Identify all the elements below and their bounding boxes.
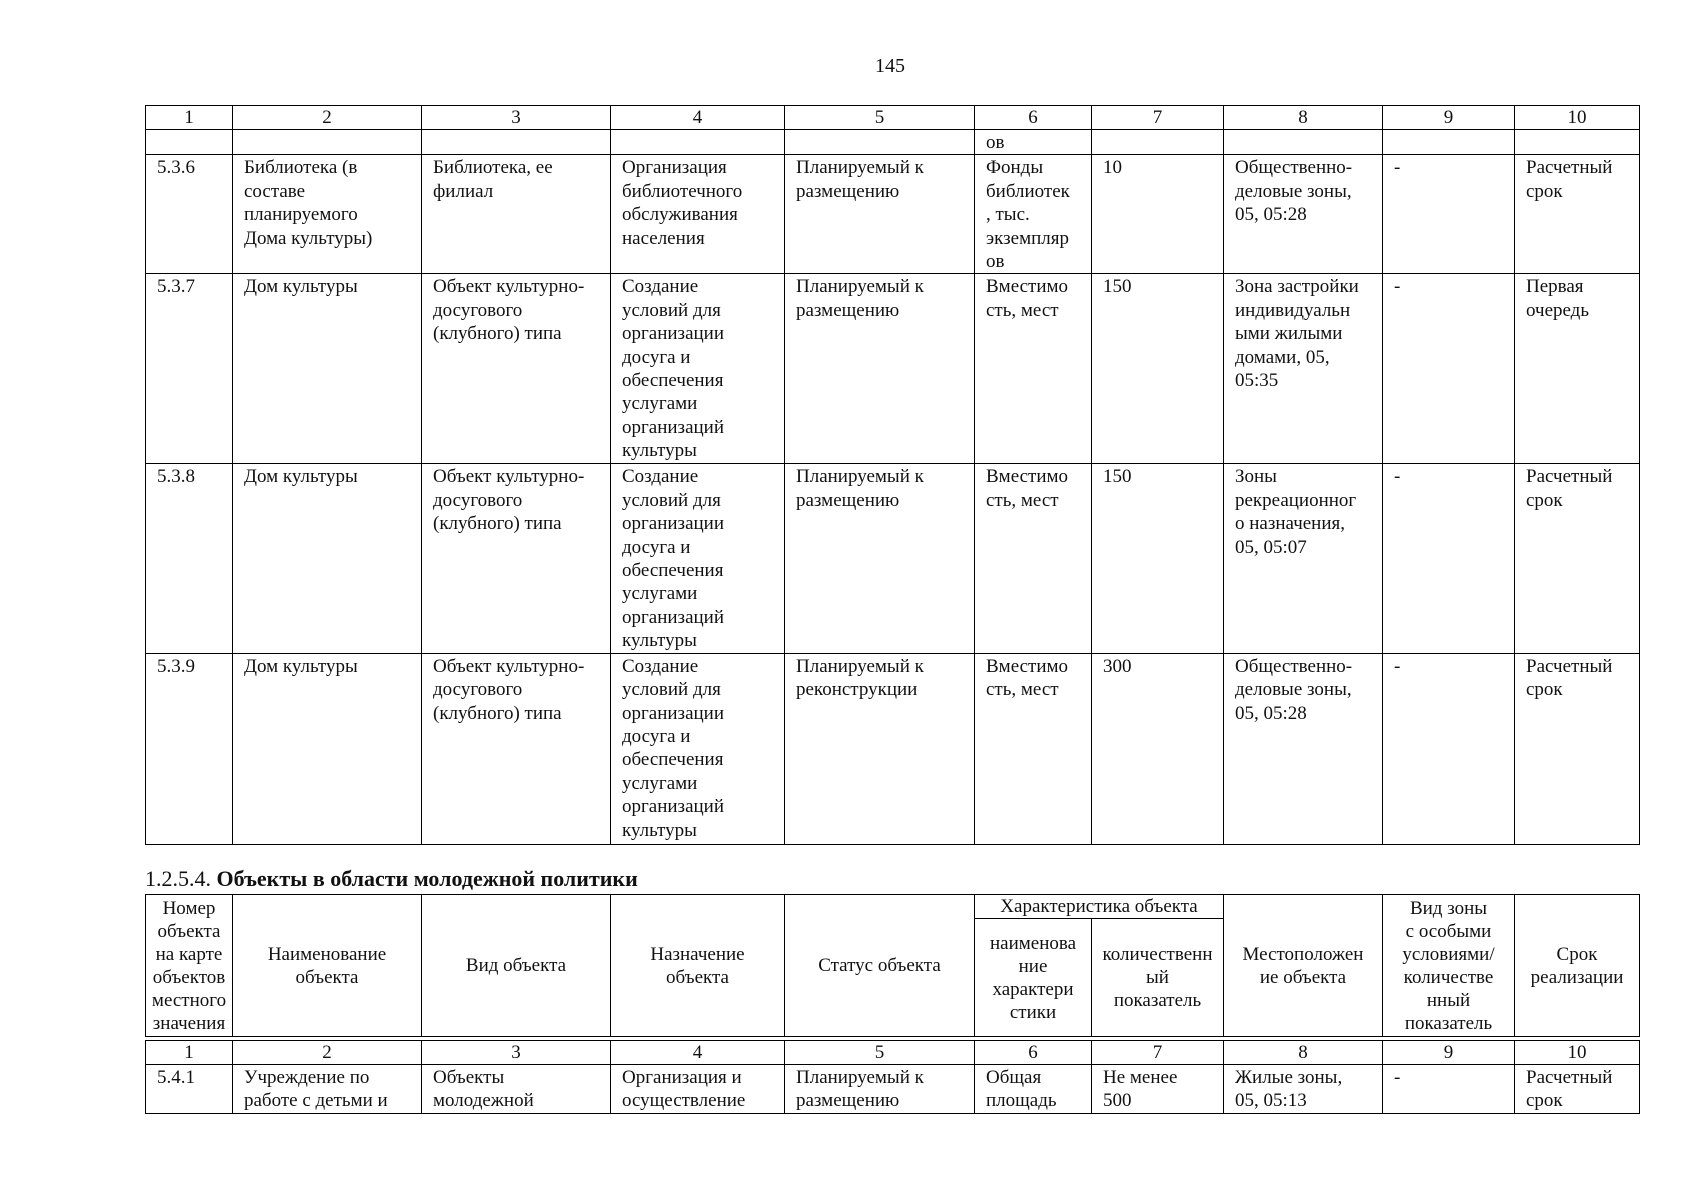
page-number: 145 — [875, 55, 905, 77]
header-object-name: Наименование объекта — [233, 895, 422, 1037]
column-number-cell: 9 — [1383, 1041, 1515, 1065]
column-number-cell: 9 — [1383, 106, 1515, 130]
characteristic-value-cell: 10 — [1092, 155, 1224, 274]
table-row — [146, 464, 1640, 653]
empty-cell — [1224, 130, 1383, 155]
section-heading: Объекты в области молодежной политики — [216, 866, 638, 891]
header-object-type: Вид объекта — [422, 895, 611, 1037]
object-type-cell: Объект культурно- досугового (клубного) типа — [422, 274, 611, 464]
header-row — [146, 895, 1640, 919]
table-row — [146, 155, 1640, 274]
column-number-cell: 7 — [1092, 1041, 1224, 1065]
column-number-cell: 5 — [785, 106, 975, 130]
object-status-cell: Планируемый к размещению — [785, 464, 975, 653]
header-characteristic-group: Характеристика объекта — [975, 895, 1224, 919]
column-number-cell: 4 — [611, 106, 785, 130]
table-row — [146, 1065, 1640, 1114]
object-type-cell: Объекты молодежной — [422, 1065, 611, 1114]
header-object-number: Номер объекта на карте объектов местного значения — [146, 895, 233, 1037]
column-number-row — [146, 1041, 1640, 1065]
implementation-term-cell: Первая очередь — [1515, 274, 1640, 464]
column-number-cell: 10 — [1515, 1041, 1640, 1065]
object-number-cell: 5.4.1 — [146, 1065, 233, 1114]
characteristic-name-cell: Вместимо сть, мест — [975, 653, 1092, 844]
object-name-cell: Дом культуры — [233, 274, 422, 464]
characteristic-name-cell: Вместимо сть, мест — [975, 464, 1092, 653]
object-name-cell: Дом культуры — [233, 464, 422, 653]
empty-cell — [422, 130, 611, 155]
column-number-cell: 1 — [146, 1041, 233, 1065]
object-name-cell: Библиотека (в составе планируемого Дома культуры) — [233, 155, 422, 274]
column-number-cell: 4 — [611, 1041, 785, 1065]
object-location-cell: Общественно- деловые зоны, 05, 05:28 — [1224, 155, 1383, 274]
table-row — [146, 274, 1640, 464]
section-title — [145, 866, 638, 892]
object-number-cell: 5.3.6 — [146, 155, 233, 274]
object-status-cell: Планируемый к размещению — [785, 274, 975, 464]
column-number-cell: 2 — [233, 106, 422, 130]
object-purpose-cell: Создание условий для организации досуга и обеспечения услугами организаций культуры — [611, 464, 785, 653]
column-number-cell: 3 — [422, 106, 611, 130]
object-purpose-cell: Создание условий для организации досуга и обеспечения услугами организаций культуры — [611, 653, 785, 844]
empty-cell — [146, 130, 233, 155]
column-number-cell: 2 — [233, 1041, 422, 1065]
characteristic-value-cell: 150 — [1092, 274, 1224, 464]
column-number-cell: 3 — [422, 1041, 611, 1065]
column-number-cell: 10 — [1515, 106, 1640, 130]
column-number-cell: 1 — [146, 106, 233, 130]
object-purpose-cell: Организация и осуществление — [611, 1065, 785, 1114]
implementation-term-cell: Расчетный срок — [1515, 653, 1640, 844]
empty-cell — [1383, 130, 1515, 155]
header-object-location: Местоположен ие объекта — [1224, 895, 1383, 1037]
cultural-objects-table — [145, 105, 1640, 845]
column-number-cell: 6 — [975, 106, 1092, 130]
object-type-cell: Объект культурно- досугового (клубного) типа — [422, 653, 611, 844]
object-type-cell: Библиотека, ее филиал — [422, 155, 611, 274]
object-type-cell: Объект культурно- досугового (клубного) типа — [422, 464, 611, 653]
characteristic-name-cell: Общая площадь — [975, 1065, 1092, 1114]
special-zone-cell: - — [1383, 1065, 1515, 1114]
object-name-cell: Дом культуры — [233, 653, 422, 844]
column-number-cell: 7 — [1092, 106, 1224, 130]
object-number-cell: 5.3.8 — [146, 464, 233, 653]
object-location-cell: Жилые зоны, 05, 05:13 — [1224, 1065, 1383, 1114]
object-location-cell: Общественно- деловые зоны, 05, 05:28 — [1224, 653, 1383, 844]
column-number-cell: 8 — [1224, 106, 1383, 130]
characteristic-name-cell: ов — [975, 130, 1092, 155]
special-zone-cell: - — [1383, 464, 1515, 653]
special-zone-cell: - — [1383, 155, 1515, 274]
object-status-cell: Планируемый к размещению — [785, 155, 975, 274]
header-special-zone: Вид зоны с особыми условиями/ количестве нный показатель — [1383, 895, 1515, 1037]
characteristic-name-cell: Вместимо сть, мест — [975, 274, 1092, 464]
youth-policy-table-header — [145, 894, 1640, 1037]
implementation-term-cell: Расчетный срок — [1515, 464, 1640, 653]
column-number-row — [146, 106, 1640, 130]
object-purpose-cell: Организация библиотечного обслуживания населения — [611, 155, 785, 274]
continuation-row — [146, 130, 1640, 155]
header-implementation-term: Срок реализации — [1515, 895, 1640, 1037]
empty-cell — [785, 130, 975, 155]
characteristic-value-cell: 150 — [1092, 464, 1224, 653]
object-number-cell: 5.3.9 — [146, 653, 233, 844]
column-number-cell: 6 — [975, 1041, 1092, 1065]
empty-cell — [611, 130, 785, 155]
empty-cell — [1092, 130, 1224, 155]
object-status-cell: Планируемый к реконструкции — [785, 653, 975, 844]
header-object-purpose: Назначение объекта — [611, 895, 785, 1037]
header-characteristic-name: наименова ние характери стики — [975, 919, 1092, 1037]
object-number-cell: 5.3.7 — [146, 274, 233, 464]
special-zone-cell: - — [1383, 653, 1515, 844]
object-name-cell: Учреждение по работе с детьми и — [233, 1065, 422, 1114]
column-number-cell: 8 — [1224, 1041, 1383, 1065]
special-zone-cell: - — [1383, 274, 1515, 464]
empty-cell — [233, 130, 422, 155]
header-characteristic-value: количественн ый показатель — [1092, 919, 1224, 1037]
youth-policy-table — [145, 1040, 1640, 1114]
characteristic-value-cell: 300 — [1092, 653, 1224, 844]
section-number: 1.2.5.4. — [145, 866, 211, 891]
empty-cell — [1515, 130, 1640, 155]
implementation-term-cell: Расчетный срок — [1515, 1065, 1640, 1114]
object-location-cell: Зона застройки индивидуальн ыми жилыми домами, 05, 05:35 — [1224, 274, 1383, 464]
implementation-term-cell: Расчетный срок — [1515, 155, 1640, 274]
characteristic-name-cell: Фонды библиотек , тыс. экземпляр ов — [975, 155, 1092, 274]
object-status-cell: Планируемый к размещению — [785, 1065, 975, 1114]
object-purpose-cell: Создание условий для организации досуга и обеспечения услугами организаций культуры — [611, 274, 785, 464]
object-location-cell: Зоны рекреационног о назначения, 05, 05:07 — [1224, 464, 1383, 653]
table-row — [146, 653, 1640, 844]
characteristic-value-cell: Не менее 500 — [1092, 1065, 1224, 1114]
header-object-status: Статус объекта — [785, 895, 975, 1037]
column-number-cell: 5 — [785, 1041, 975, 1065]
